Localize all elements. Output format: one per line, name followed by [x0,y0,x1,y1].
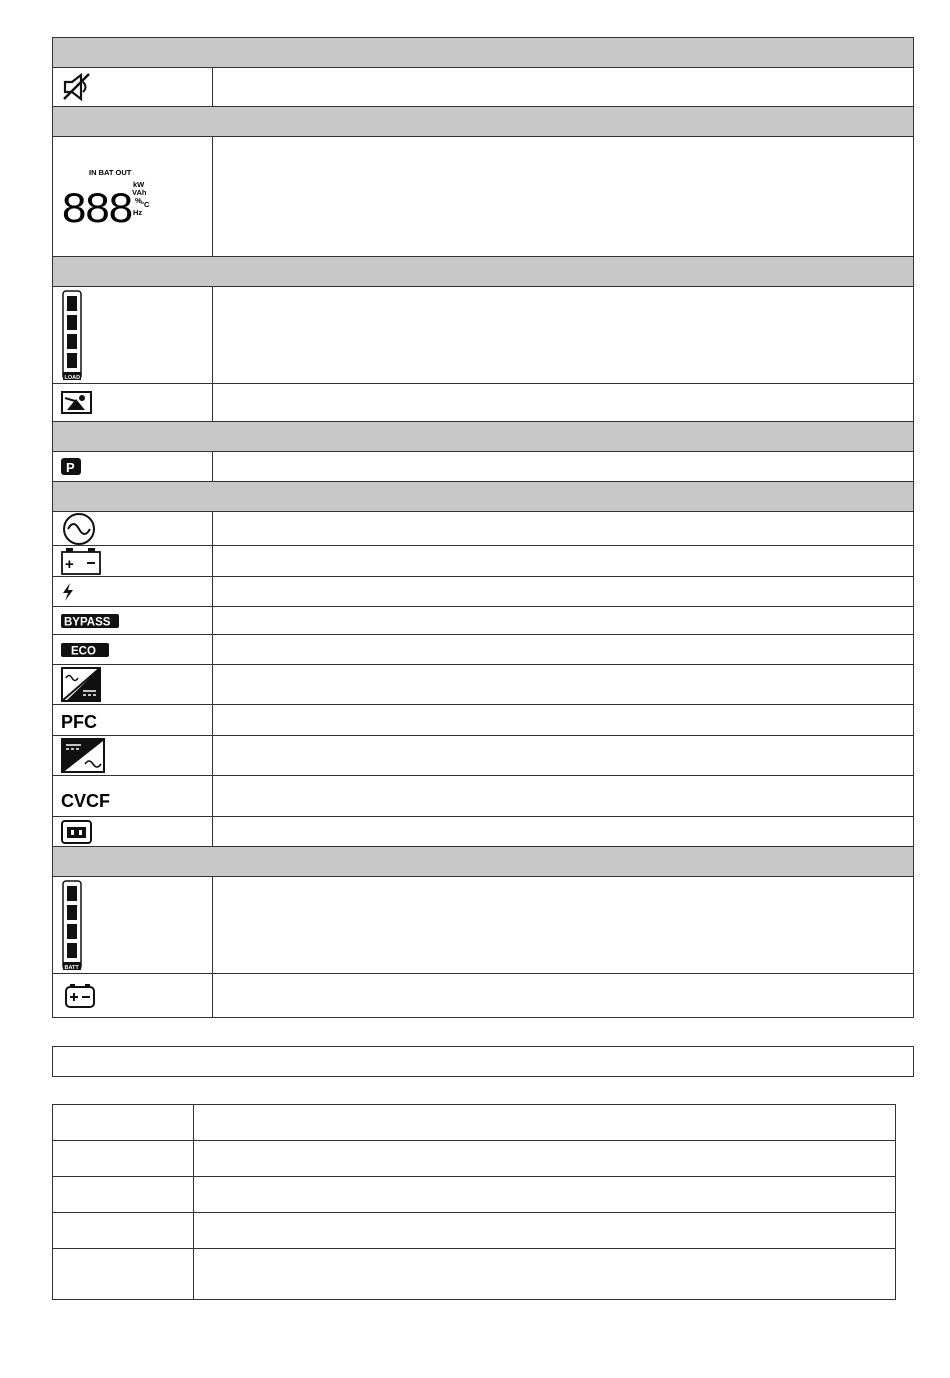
icon-cell [53,384,213,421]
table-row [53,635,914,665]
output-socket-icon [61,820,93,844]
icon-cell [53,287,213,383]
bypass-label: BYPASS [64,616,111,628]
bypass-mode-icon [61,613,121,629]
program-label: P [66,459,75,475]
section-header-row [53,847,914,877]
description-cell [213,974,914,1017]
table-row [53,452,914,482]
table-row [53,137,914,257]
table-row [53,546,914,577]
icon-cell [53,817,213,846]
icon-cell [53,974,213,1017]
description-cell [213,877,914,973]
section-header-row [53,422,914,452]
table-row [53,1213,896,1249]
table-row [53,705,914,736]
icon-cell [53,607,213,634]
description-cell [213,137,914,256]
unit-label-percent: % [135,195,142,205]
table-cell [194,1249,896,1299]
section-header-row [53,482,914,512]
pfc-mode-icon [61,709,101,731]
table-row [53,287,914,384]
table-row [53,607,914,635]
description-cell [213,68,914,106]
description-cell [213,512,914,545]
second-table [52,1104,896,1300]
unit-label-celsius: °C [141,199,150,209]
table-cell [194,1177,896,1212]
description-cell [213,776,914,816]
batt-bar-label: BATT [64,965,79,971]
battery-mode-icon [61,547,101,575]
speaker-muted-icon [61,72,95,102]
icon-cell [53,776,213,816]
section-header-row [53,38,914,68]
icon-cell [53,705,213,735]
eco-label: ECO [71,645,96,657]
unit-label-kw: kW [133,179,145,189]
table-row [53,1177,896,1213]
table-cell [53,1141,194,1176]
pfc-label: PFC [61,712,97,731]
description-cell [213,384,914,421]
description-cell [213,607,914,634]
icon-cell [53,877,213,973]
table-row [53,817,914,847]
section-header-row [53,107,914,137]
table-row [53,1249,896,1300]
battery-plus-sign: + [65,556,74,573]
table-row [53,877,914,974]
unit-label-vah: VAh [132,187,147,197]
description-cell [213,452,914,481]
lightning-icon [61,582,77,602]
ac-sine-wave-icon [61,513,97,545]
table-row [53,776,914,817]
table-cell [53,1249,194,1299]
icon-cell [53,546,213,576]
description-cell [213,817,914,846]
description-cell [213,287,914,383]
overload-warning-icon [61,391,93,415]
unit-label-hz: Hz [133,207,143,217]
cvcf-mode-icon [61,788,121,810]
description-cell [213,577,914,606]
description-cell [213,665,914,704]
lcd-digits-icon [61,167,157,227]
cvcf-label: CVCF [61,791,110,810]
table-row [53,1105,896,1141]
table-row [53,665,914,705]
icon-cell [53,665,213,704]
mode-labels: IN BAT OUT [89,167,132,177]
lcd-icon-table [52,37,914,1018]
table-cell [194,1141,896,1176]
ac-to-dc-converter-icon [61,667,103,703]
load-level-bar-icon [61,290,85,382]
note-box [52,1046,914,1077]
description-cell [213,546,914,576]
eco-mode-icon [61,642,111,658]
description-cell [213,705,914,735]
icon-cell [53,68,213,106]
program-mode-icon [61,458,85,476]
section-header-row [53,257,914,287]
table-row [53,577,914,607]
icon-cell [53,137,213,256]
table-cell [53,1213,194,1248]
dc-to-ac-converter-icon [61,738,107,774]
table-cell [53,1177,194,1212]
table-row [53,974,914,1018]
table-cell [194,1213,896,1248]
table-row [53,736,914,776]
table-cell [194,1105,896,1140]
battery-level-bar-icon [61,880,85,972]
load-bar-label: LOAD [64,375,81,381]
description-cell [213,736,914,775]
icon-cell [53,635,213,664]
icon-cell [53,512,213,545]
table-row [53,512,914,546]
table-row [53,68,914,107]
icon-cell [53,577,213,606]
lcd-digits: 888 [61,185,132,227]
table-cell [53,1105,194,1140]
table-row [53,1141,896,1177]
table-row [53,384,914,422]
icon-cell [53,452,213,481]
battery-status-icon [65,983,97,1009]
icon-cell [53,736,213,775]
description-cell [213,635,914,664]
